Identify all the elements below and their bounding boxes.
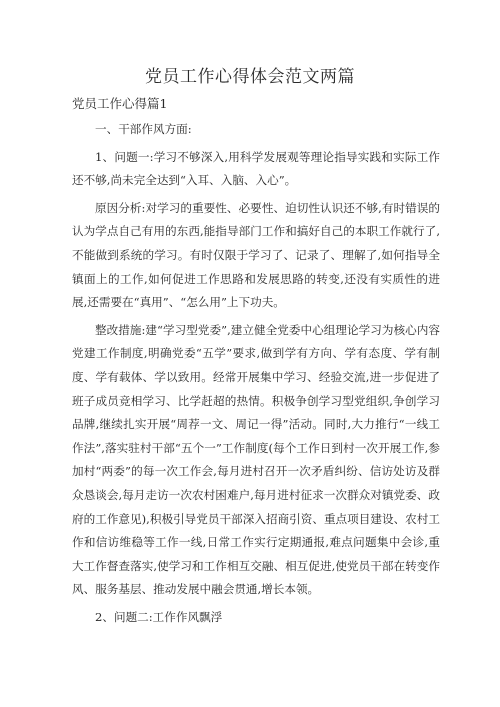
document-title: 党员工作心得体会范文两篇 bbox=[145, 67, 355, 87]
document-body bbox=[72, 118, 440, 635]
section-title: 党员工作心得篇1 bbox=[72, 96, 168, 111]
paragraph-issue-1: 1、问题一:学习不够深入,用科学发展观等理论指导实践和实际工作还不够,尚未完全达到“入耳、入脑、入心”。 bbox=[72, 149, 440, 188]
paragraph-cause-analysis: 原因分析:对学习的重要性、必要性、迫切性认识还不够,有时错误的认为学点自己有用的东西,能指导部门工作和搞好自己的本职工作就行了,不能做到系统的学习。有时仅限于学习了、记录了、理解了,如何指导全镇面上的工作,如何促进工作思路和发展思路的转变,还没有实质性的进展,还需要在“真用”、“怎么用”上下功夫。 bbox=[72, 200, 440, 310]
paragraph-rectification-measures: 整改措施:建“学习型党委”,建立健全党委中心组理论学习为核心内容党建工作制度,明确党委“五学”要求,做到学有方向、学有态度、学有制度、学有载体、学以致用。经常开展集中学习、经验交流,进一步促进了班子成员竞相学习、比学赶超的热情。积极争创学习型党组织,争创学习品牌,继续扎实开展“周荐一文、周记一得”活动。同时,大力推行“一线工作法”,落实驻村干部“五个一”工作制度(每个工作日到村一次开展工作,参加村“两委”的每一次工作会,每月进村召开一次矛盾纠纷、信访处访及群众恳谈会,每月走访一次农村困难户,每月进村征求一次群众对镇党委、政府的工作意见),积极引导党员干部深入招商引资、重点项目建设、农村工作和信访维稳等工作一线,日常工作实行定期通报,难点问题集中会诊,重大工作督查落实,使学习和工作相互交融、相互促进,使党员干部在转变作风、服务基层、推动发展中融会贯通,增长本领。 bbox=[72, 322, 440, 597]
paragraph-issue-2: 2、问题二:工作作风飘浮 bbox=[95, 609, 223, 624]
subheading-cadre-style: 一、干部作风方面: bbox=[95, 122, 192, 136]
